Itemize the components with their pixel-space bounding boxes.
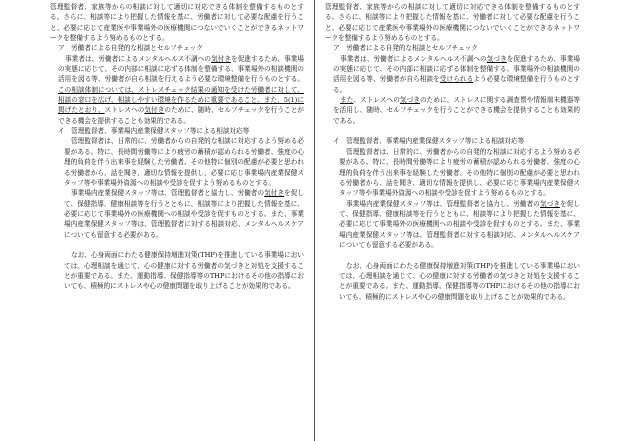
left-underline-kizuki-1: 気付き (211, 54, 232, 63)
left-underline-kizuki-2: 気付き (144, 106, 165, 115)
right-section-a-heading: ア 労働者による自発的な相談とセルフチェック (333, 44, 478, 53)
left-intro: 管理監督者、家族等からの相談に対して適切に対応できる体制を整備するものとする。さらに、相談等により把握した情報を基に、労働者に対して必要な配慮を行うこと、必要に応じて産業医や事業場外の医療機関につないでいくことができるネットワークを整備するよう努めるものとする。 (50, 3, 304, 43)
left-note-thp: なお、心身両面にわたる健康保持増進対策(THP)を推進している事業場においては、心理相談を通じて、心の健康に対する労働者の気づきと対処を支援することが重要である。また、運動指導、保健指導等のTHPにおけるその他の指導においても、積極的にストレスや心の健康問題を取り上げることが効果的である。 (64, 251, 304, 291)
right-note-thp: なお、心身両面にわたる健康保持増進対策(THP)を推進している事業場においては、心理相談を通じて、心の健康に対する労働者の気づきと対処を支援することが重要である。また、運動指導、保健指導等のTHPにおけるその他の指導においても、積極的にストレスや心の健康問題を取り上げることが効果的である。 (339, 261, 580, 301)
right-underline-mata: また (340, 96, 354, 105)
right-section-i-heading: イ 管理監督者、事業場内産業保健スタッフ等による相談対応等 (333, 137, 525, 146)
left-section-a-heading: ア 労働者による自発的な相談とセルフチェック (58, 44, 203, 53)
right-intro: 管理監督者、家族等からの相談に対して適切に対応できる体制を整備するものとする。さらに、相談等により把握した情報を基に、労働者に対して必要な配慮を行うこと、必要に応じて産業医や事業場外の医療機関につないでいくことができるネットワークを整備するよう努めるものとする。 (325, 3, 580, 43)
left-section-i-body-2: 事業場内産業保健スタッフ等は、管理監督者と協力し、労働者の気付きを促して、保健指導、健康相談等を行うとともに、相談等により把握した情報を基に、必要に応じて事業場外の医療機関への相談や受診を促すものとする。また、事業場内産業保健スタッフ等は、管理監督者に対する相談対応、メンタルヘルスケアについても留意する必要がある。 (64, 189, 305, 239)
original-text-column (315, 0, 630, 441)
right-underline-ukerareru: 受けられる (439, 75, 474, 84)
right-section-a-body-2: また、ストレスへの気づきのために、ストレスに関する調査票や情報端末機器等を活用し、随時、セルフチェックを行うことができる機会を提供することも効果的である。 (333, 96, 580, 125)
left-section-i-body-1: 管理監督者は、日常的に、労働者からの自発的な相談に対応するよう努める必要がある。特に、長時間労働等により疲労の蓄積が認められる労働者、強度の心理的負荷を伴う出来事を経験した労働者、その他特に個別の配慮が必要と思われる労働者から、話を聞き、適切な情報を提供し、必要に応じ事業場内産業保健スタッフ等や事業場外資源への相談や受診を促すよう努めるものとする。 (64, 137, 304, 187)
left-underline-stress-check: この相談体制については、ストレスチェック結果の通知を受けた労働者に対して、相談の窓口を広げ、相談しやすい環境を作るために重要であること。また、5(1)に掲げたとおり、 (58, 85, 304, 115)
right-underline-kizuki-3: 気づき (539, 199, 561, 208)
right-section-i-body-1: 管理監督者は、日常的に、労働者からの自発的な相談に対応するよう努める必要がある。特に、長時間労働等により疲労の蓄積が認められる労働者、強度の心理的負荷を伴う出来事を経験した労働者、その他特に個別の配慮が必要と思われる労働者から、話を聞き、適切な情報を提供し、必要に応じ事業場内産業保健スタッフ等や事業場外資源への相談や受診を促すよう努めるものとする。 (339, 147, 580, 198)
right-section-a-body: 事業者は、労働者によるメンタルヘルス不調への気づきを促進するため、事業場の実態に応じて、その内部に相談に応ずる体制を整備する、事業場外の相談機関の活用を図る等、労働者が自ら相談を受けられるよう必要な環境整備を行うものとする。 (333, 54, 581, 94)
left-section-i-heading: イ 管理監督者、事業場内産業保健スタッフ等による相談対応等 (58, 127, 250, 136)
left-section-a-body: 事業者は、労働者によるメンタルヘルス不調への気付きを促進するため、事業場の実態に応じて、その内部に相談に応ずる体制を整備する、事業場外の相談機関の活用を図る等、労働者が自ら相談を行えるよう必要な環境整備を行うものとする。この相談体制については、ストレスチェック結果の通知を受けた労働者に対して、相談の窓口を広げ、相談しやすい環境を作るために重要であること。また、5(1)に掲げたとおり、ストレスへの気付きのために、随時、セルフチェックを行うことができる機会を提供することも効果的である。 (58, 54, 304, 125)
left-underline-kizuki-3: 気付き (264, 189, 285, 198)
right-underline-kizuki-2: 気づき (399, 96, 420, 105)
right-section-i-body-2: 事業場内産業保健スタッフ等は、管理監督者と協力し、労働者の気づきを促して、保健指導、健康相談等を行うとともに、相談等により把握した情報を基に、必要に応じて事業場外の医療機関への相談や受診を促すものとする。また、事業場内産業保健スタッフ等は、管理監督者に対する相談対応、メンタルヘルスケアについても留意する必要がある。 (339, 199, 581, 249)
right-underline-kizuki-1: 気づき (486, 54, 507, 63)
